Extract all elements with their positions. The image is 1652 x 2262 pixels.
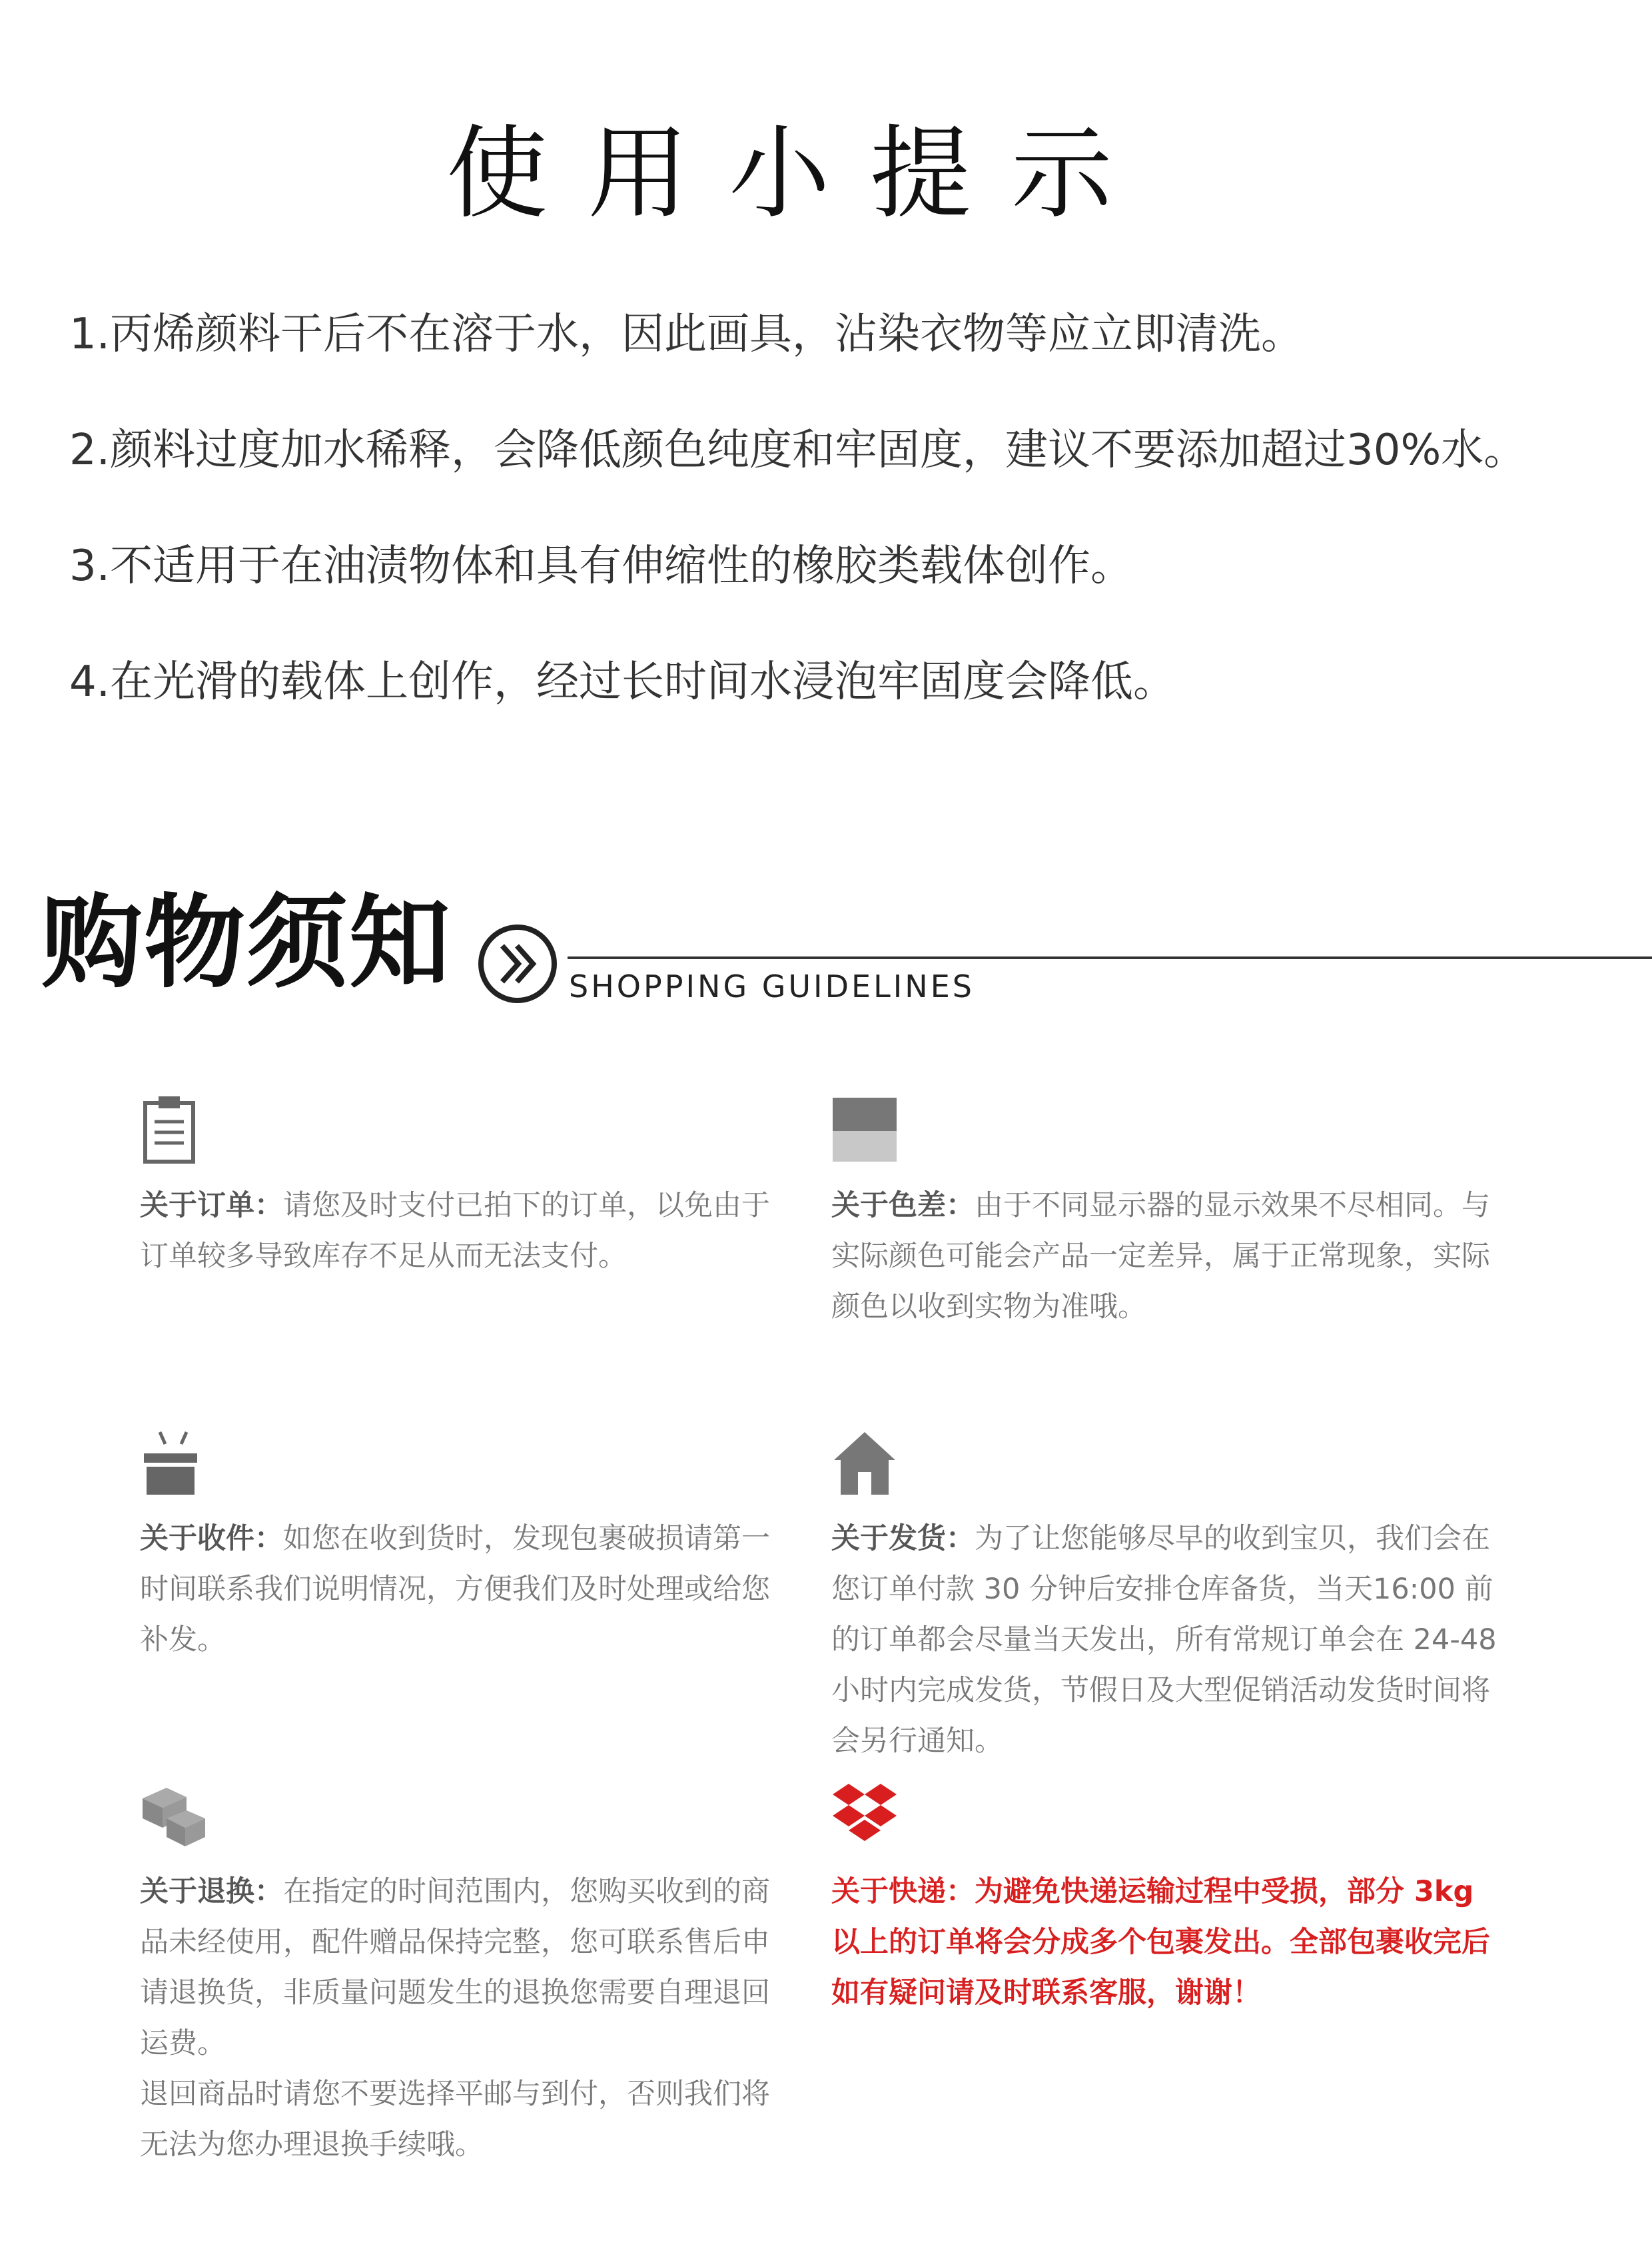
card-express-label: 关于快递： [831,1875,975,1908]
tip-item-1: 1.丙烯颜料干后不在溶于水，因此画具，沾染衣物等应立即清洗。 [69,310,1304,359]
card-color-label: 关于色差： [831,1189,975,1222]
double-chevron-circle-icon [474,921,561,1007]
card-express [831,1778,1531,2018]
boxes-icon [140,1778,206,1852]
card-order [140,1092,839,1282]
card-order-label: 关于订单： [140,1189,283,1222]
shopping-title: 购物须知 [41,884,452,1002]
card-express-text: 为避免快递运输过程中受损，部分 3kg 以上的订单将会分成多个包裹发出。全部包裹收完后如有疑问请及时联系客服，谢谢！ [831,1875,1490,2010]
card-return-text: 在指定的时间范围内，您购买收到的商品未经使用，配件赠品保持完整，您可联系售后申请退换货，非质量问题发生的退换您需要自理退回运费。 [140,1875,770,2060]
card-receive-label: 关于收件： [140,1522,283,1555]
tip-item-3: 3.不适用于在油渍物体和具有伸缩性的橡胶类载体创作。 [69,542,1134,591]
tip-item-4: 4.在光滑的载体上创作，经过长时间水浸泡牢固度会降低。 [69,657,1176,707]
package-open-icon [140,1425,206,1499]
card-shipping [831,1425,1531,1766]
card-return-text-2: 退回商品时请您不要选择平邮与到付，否则我们将无法为您办理退换手续哦。 [140,2077,770,2161]
card-color [831,1092,1531,1332]
header-divider [568,956,1652,959]
dropbox-icon [831,1778,898,1852]
card-receive [140,1425,839,1665]
tips-list [69,310,1641,777]
card-shipping-label: 关于发货： [831,1522,975,1555]
card-order-text: 请您及时支付已拍下的订单，以免由于订单较多导致库存不足从而无法支付。 [140,1189,770,1273]
card-shipping-text: 为了让您能够尽早的收到宝贝，我们会在您订单付款 30 分钟后安排仓库备货，当天16:00 前的订单都会尽量当天发出，所有常规订单会在 24-48 小时内完成发货，节假日及大型促销活动发货时间将会另行通知。 [831,1522,1497,1758]
clipboard-icon [140,1092,206,1166]
shopping-header [41,884,1652,1012]
card-return [140,1778,839,2170]
color-swatch-icon [831,1092,898,1166]
card-receive-text: 如您在收到货时，发现包裹破损请第一时间联系我们说明情况，方便我们及时处理或给您补发。 [140,1522,770,1657]
card-return-label: 关于退换： [140,1875,283,1908]
card-color-text: 由于不同显示器的显示效果不尽相同。与实际颜色可能会产品一定差异，属于正常现象，实际颜色以收到实物为准哦。 [831,1189,1490,1323]
house-icon [831,1425,898,1499]
tip-item-2: 2.颜料过度加水稀释，会降低颜色纯度和牢固度，建议不要添加超过30%水。 [69,426,1527,475]
shopping-subtitle: SHOPPING GUIDELINES [569,968,975,1004]
tips-title: 使用小提示 [446,115,1152,232]
